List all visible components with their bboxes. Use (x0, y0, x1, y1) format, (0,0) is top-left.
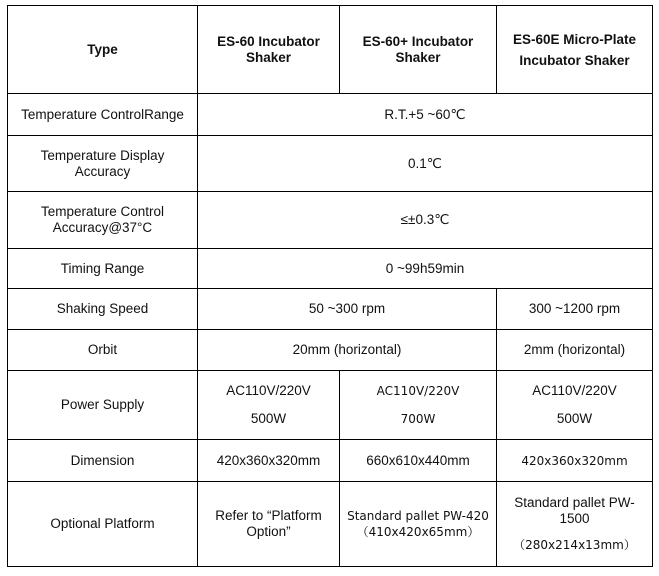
power-supply-row (8, 371, 653, 440)
temp-control-range-row (8, 94, 653, 136)
temp-control-accuracy-label: Temperature Control Accuracy@37°C (8, 192, 198, 249)
es60e-header: ES-60E Micro-Plate Incubator Shaker (497, 6, 653, 94)
temp-display-accuracy-row (8, 136, 653, 192)
es60e-voltage: AC110V/220V (532, 383, 617, 398)
power-supply-label: Power Supply (8, 371, 198, 440)
spec-table (7, 5, 653, 567)
es60plus-voltage: AC110V/220V (376, 384, 460, 398)
timing-range-label: Timing Range (8, 249, 198, 289)
power-supply-es60plus (340, 371, 497, 440)
shaking-speed-es60e-value: 300 ~1200 rpm (497, 289, 653, 330)
optional-platform-row (8, 482, 653, 567)
dimension-label: Dimension (8, 440, 198, 482)
optional-platform-label: Optional Platform (8, 482, 198, 567)
shaking-speed-label: Shaking Speed (8, 289, 198, 330)
es60e-pallet-size: （280x214x13mm） (513, 538, 636, 552)
shaking-speed-es60-value: 50 ~300 rpm (198, 289, 497, 330)
dimension-es60e: 420x360x320mm (497, 440, 653, 482)
es60e-pallet: Standard pallet PW-1500 (514, 495, 635, 526)
optional-platform-es60: Refer to “Platform Option” (198, 482, 340, 567)
optional-platform-es60e (497, 482, 653, 567)
temp-display-accuracy-value: 0.1℃ (198, 136, 653, 192)
temp-control-accuracy-row (8, 192, 653, 249)
es60plus-power: 700W (400, 412, 436, 426)
temp-control-range-label: Temperature ControlRange (8, 94, 198, 136)
es60-voltage: AC110V/220V (226, 383, 311, 398)
dimension-es60: 420x360x320mm (198, 440, 340, 482)
timing-range-row (8, 249, 653, 289)
es60plus-header: ES-60+ Incubator Shaker (340, 6, 497, 94)
header-row (8, 6, 653, 94)
dimension-row (8, 440, 653, 482)
shaking-speed-row (8, 289, 653, 330)
orbit-es60e-value: 2mm (horizontal) (497, 330, 653, 371)
es60-header: ES-60 Incubator Shaker (198, 6, 340, 94)
orbit-row (8, 330, 653, 371)
temp-display-accuracy-label: Temperature Display Accuracy (8, 136, 198, 192)
dimension-es60plus: 660x610x440mm (340, 440, 497, 482)
optional-platform-es60plus (340, 482, 497, 567)
es60e-power: 500W (556, 411, 593, 426)
power-supply-es60e (497, 371, 653, 440)
power-supply-es60 (198, 371, 340, 440)
temp-control-accuracy-value: ≤±0.3℃ (198, 192, 653, 249)
es60-power: 500W (250, 411, 287, 426)
type-header: Type (8, 6, 198, 94)
orbit-es60-value: 20mm (horizontal) (198, 330, 497, 371)
timing-range-value: 0 ~99h59min (198, 249, 653, 289)
es60plus-pallet: Standard pallet PW-420 (347, 509, 489, 523)
es60plus-pallet-size: （410x420x65mm） (356, 525, 480, 539)
temp-control-range-value: R.T.+5 ~60℃ (198, 94, 653, 136)
orbit-label: Orbit (8, 330, 198, 371)
